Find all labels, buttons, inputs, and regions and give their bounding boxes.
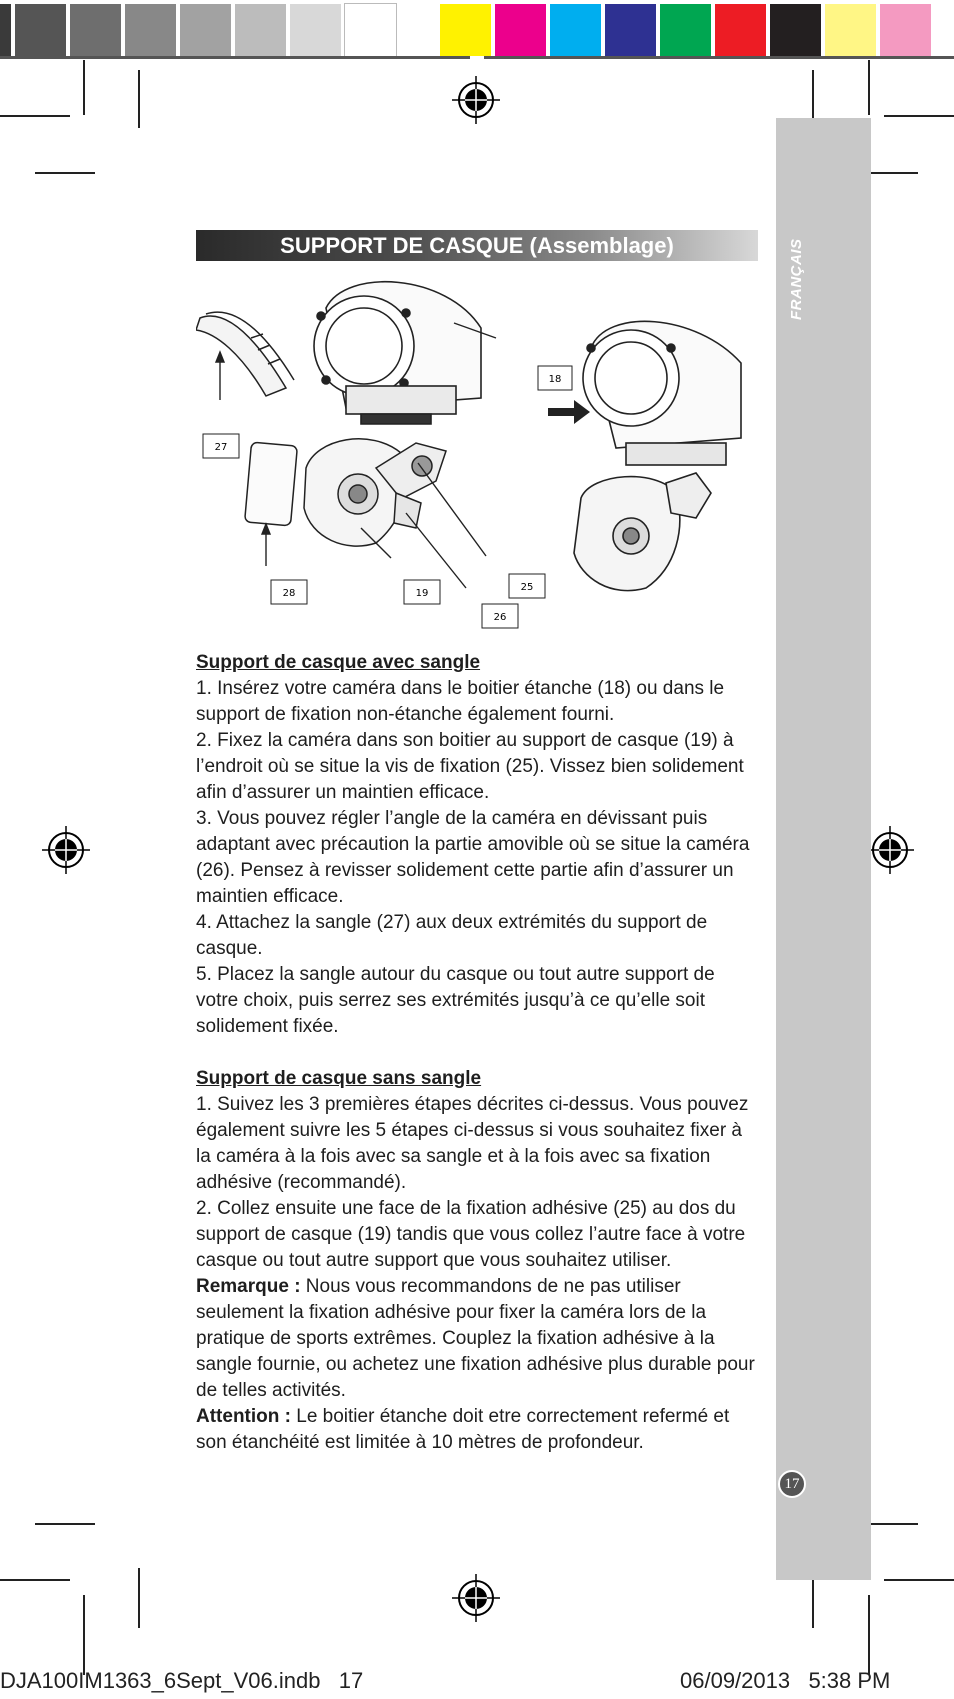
svg-text:19: 19: [415, 588, 429, 599]
right-arrow-icon: [548, 400, 590, 424]
remark-paragraph: [196, 1274, 756, 1404]
crop-mark: [884, 1579, 954, 1581]
color-swatch: [180, 4, 231, 56]
color-swatch: [15, 4, 66, 56]
attention-text: Le boitier étanche doit etre correctement refermé et son étanchéité est limitée à 10 mètres de profondeur.: [196, 1406, 730, 1453]
remark-label: Remarque :: [196, 1276, 301, 1297]
crop-mark: [884, 115, 954, 117]
crop-mark: [83, 60, 85, 115]
color-swatch: [550, 4, 601, 56]
side-band: [776, 118, 871, 1580]
color-swatch: [605, 4, 656, 56]
svg-text:27: 27: [214, 442, 228, 453]
svg-text:26: 26: [493, 612, 507, 623]
registration-mark-icon: [42, 826, 90, 874]
color-swatch: [495, 4, 546, 56]
callout-25: [509, 574, 545, 598]
color-swatch: [235, 4, 286, 56]
instruction-step: 1. Suivez les 3 premières étapes décrites ci-dessus. Vous pouvez également suivre les 5 étapes ci-dessus si vous souhaitez fixer à la caméra à la fois avec sa sangle et à la fois avec sa fixation adhésive (recommandé).: [196, 1094, 749, 1193]
crop-mark: [138, 70, 140, 128]
attention-label: Attention :: [196, 1406, 291, 1427]
color-bar-frame: [484, 56, 954, 59]
registration-mark-icon: [866, 826, 914, 874]
camera-housing-illustration: [314, 282, 481, 424]
svg-text:28: 28: [282, 588, 296, 599]
color-swatch: [0, 4, 11, 56]
section-title: SUPPORT DE CASQUE (Assemblage): [280, 233, 674, 258]
crop-mark: [138, 1568, 140, 1628]
adhesive-pad-illustration: [245, 442, 298, 526]
callout-27: [203, 434, 239, 458]
registration-mark-icon: [452, 76, 500, 124]
strap-illustration: [196, 312, 294, 396]
callout-26: [482, 604, 518, 628]
callout-28: [271, 580, 307, 604]
file-slug: DJA100IM1363_6Sept_V06.indb 17: [0, 1668, 364, 1693]
crop-mark: [868, 1595, 870, 1675]
color-swatch: [660, 4, 711, 56]
crop-mark: [0, 1579, 70, 1581]
callout-19: [404, 580, 440, 604]
instruction-step: 5. Placez la sangle autour du casque ou tout autre support de votre choix, puis serrez ses extrémités jusqu’à ce qu’elle soit solidement fixée.: [196, 964, 715, 1037]
assembly-diagram: [196, 268, 766, 638]
crop-mark: [868, 60, 870, 115]
crop-mark: [35, 172, 95, 174]
assembled-camera-illustration: [574, 321, 741, 590]
section-heading-with-strap: Support de casque avec sangle: [196, 652, 481, 673]
color-bar-frame: [0, 56, 470, 59]
color-swatch: [70, 4, 121, 56]
instruction-step: 3. Vous pouvez régler l’angle de la caméra en dévissant puis adaptant avec précaution la partie amovible où se situe la caméra (26). Pensez à revisser solidement cette partie afin d’assurer un maintien efficace.: [196, 808, 750, 907]
color-swatch: [440, 4, 491, 56]
color-swatch: [825, 4, 876, 56]
color-swatch: [125, 4, 176, 56]
print-timestamp: 06/09/2013 5:38 PM: [680, 1668, 891, 1693]
color-swatch: [880, 4, 931, 56]
instruction-step: 2. Collez ensuite une face de la fixation adhésive (25) au dos du support de casque (19) tandis que vous collez l’autre face à votre casque ou tout autre support que vous souhaitez utiliser.: [196, 1198, 746, 1271]
svg-text:25: 25: [520, 582, 534, 593]
language-label: FRANÇAIS: [788, 238, 805, 320]
instruction-step: 2. Fixez la caméra dans son boitier au support de casque (19) à l’endroit où se situe la vis de fixation (25). Vissez bien solidement afin d’assurer un maintien efficace.: [196, 730, 744, 803]
crop-mark: [0, 115, 70, 117]
attention-paragraph: [196, 1404, 756, 1456]
callout-18: [538, 366, 572, 390]
crop-mark: [35, 1523, 95, 1525]
page-number-badge: 17: [778, 1470, 806, 1498]
remark-text: Nous vous recommandons de ne pas utiliser seulement la fixation adhésive pour fixer la caméra lors de la pratique de sports extrêmes. Couplez la fixation adhésive à la sangle fournie, ou achetez une fixation adhésive plus durable pour de telles activités.: [196, 1276, 755, 1401]
helmet-mount-illustration: [304, 439, 446, 546]
color-swatch: [345, 4, 396, 56]
instructions-body: [196, 650, 756, 1456]
color-calibration-bar: [0, 0, 954, 62]
section-heading-without-strap: Support de casque sans sangle: [196, 1068, 482, 1089]
instruction-step: 4. Attachez la sangle (27) aux deux extrémités du support de casque.: [196, 912, 708, 959]
section-header: [196, 230, 758, 261]
color-swatch: [290, 4, 341, 56]
svg-text:18: 18: [548, 374, 562, 385]
color-swatch: [715, 4, 766, 56]
instruction-step: 1. Insérez votre caméra dans le boitier étanche (18) ou dans le support de fixation non-étanche également fourni.: [196, 678, 725, 725]
color-swatch: [770, 4, 821, 56]
crop-mark: [83, 1595, 85, 1675]
registration-mark-icon: [452, 1574, 500, 1622]
